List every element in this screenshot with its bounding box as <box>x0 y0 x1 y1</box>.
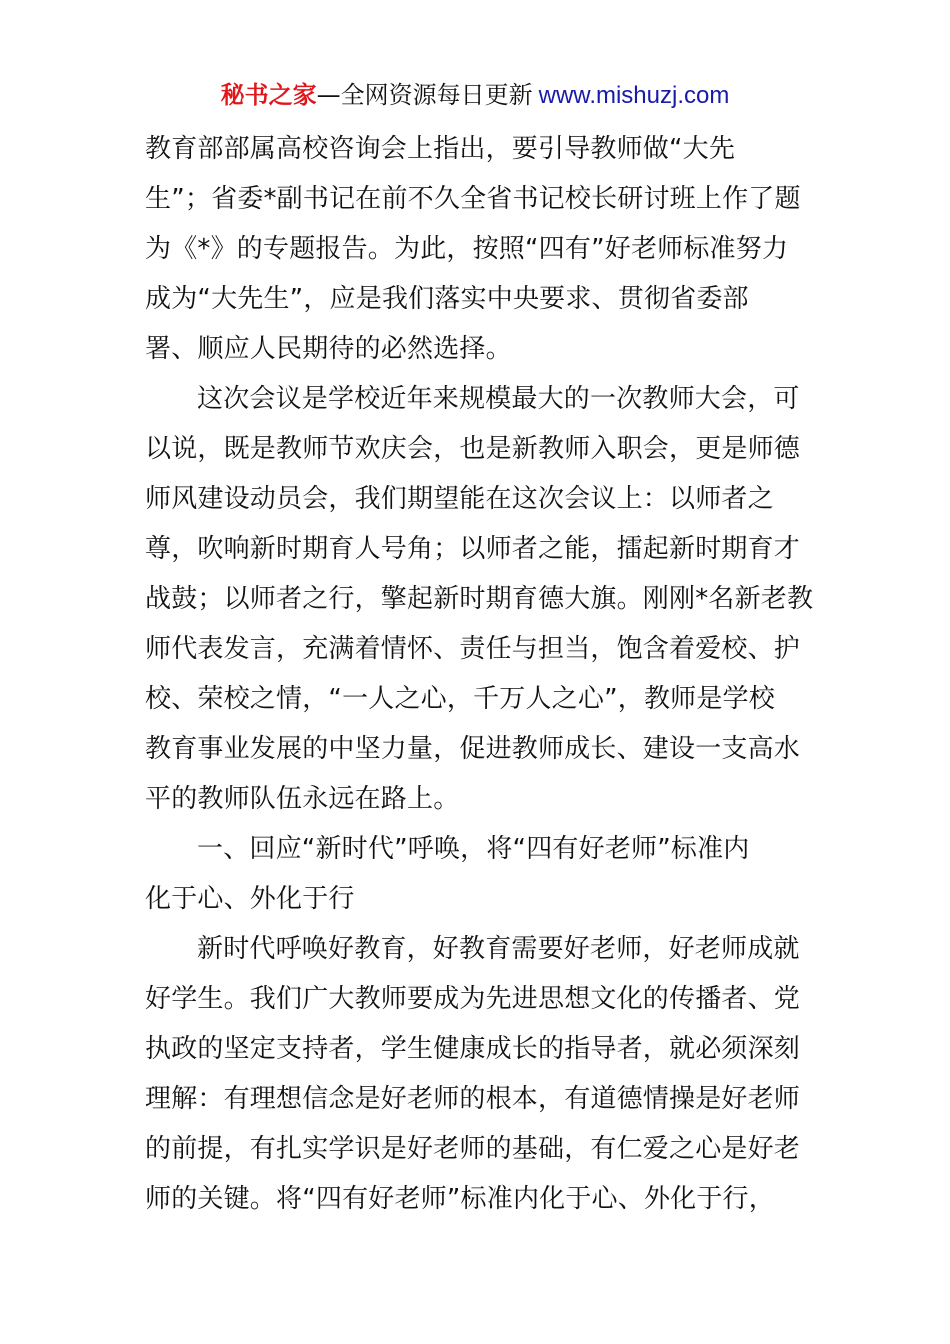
text-line: 理解：有理想信念是好老师的根本，有道德情操是好老师 <box>145 1084 801 1114</box>
text-line: 执政的坚定支持者，学生健康成长的指导者，就必须深刻 <box>145 1034 801 1064</box>
paragraph-first-line: 新时代呼唤好教育，好教育需要好老师，好老师成就 <box>197 934 800 964</box>
text-line: 以说，既是教师节欢庆会，也是新教师入职会，更是师德 <box>145 434 801 464</box>
text-line: 尊，吹响新时期育人号角；以师者之能，擂起新时期育才 <box>145 534 801 564</box>
text-line: 成为“大先生”，应是我们落实中央要求、贯彻省委部 <box>145 284 749 314</box>
text-line: 师的关键。将“四有好老师”标准内化于心、外化于行， <box>145 1184 775 1214</box>
site-header <box>0 80 950 111</box>
section-heading: 一、回应“新时代”呼唤，将“四有好老师”标准内 <box>197 834 750 864</box>
site-tagline: —全网资源每日更新 <box>316 81 533 109</box>
text-line: 教育事业发展的中坚力量，促进教师成长、建设一支高水 <box>145 734 801 764</box>
text-line: 好学生。我们广大教师要成为先进思想文化的传播者、党 <box>145 984 801 1014</box>
text-line: 战鼓；以师者之行，擎起新时期育德大旗。刚刚*名新老教 <box>145 584 814 614</box>
text-line: 师风建设动员会，我们期望能在这次会议上：以师者之 <box>145 484 774 514</box>
text-line: 教育部部属高校咨询会上指出，要引导教师做“大先 <box>145 134 736 164</box>
text-line: 校、荣校之情，“一人之心，千万人之心”，教师是学校 <box>145 684 775 714</box>
text-line: 师代表发言，充满着情怀、责任与担当，饱含着爱校、护 <box>145 634 801 664</box>
section-heading-continued: 化于心、外化于行 <box>145 884 355 914</box>
site-brand: 秘书之家 <box>220 81 317 109</box>
document-body <box>145 124 814 1224</box>
text-line: 平的教师队伍永远在路上。 <box>145 784 460 814</box>
text-line: 生”；省委*副书记在前不久全省书记校长研讨班上作了题 <box>145 184 801 214</box>
site-url-link[interactable]: www.mishuzj.com <box>538 82 730 109</box>
text-line: 署、顺应人民期待的必然选择。 <box>145 334 512 364</box>
text-line: 为《*》的专题报告。为此，按照“四有”好老师标准努力 <box>145 234 789 264</box>
text-line: 的前提，有扎实学识是好老师的基础，有仁爱之心是好老 <box>145 1134 801 1164</box>
paragraph-first-line: 这次会议是学校近年来规模最大的一次教师大会，可 <box>197 384 800 414</box>
